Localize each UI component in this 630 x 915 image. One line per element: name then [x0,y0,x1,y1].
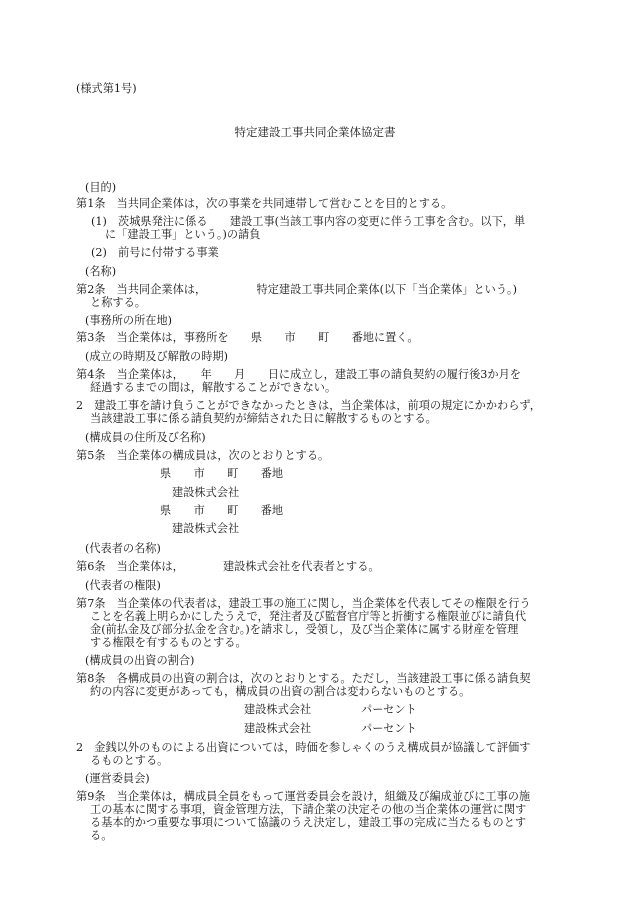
article-4-line-1: 第4条 当企業体は， 年 月 日に成立し，建設工事の請負契約の履行後3か月を [76,368,521,381]
article-4-line-2: 経過するまでの間は，解散することができない。 [90,381,337,394]
article-8-para-2-line-2: るものとする。 [90,754,169,767]
investment-row-1-unit: パーセント [361,703,417,716]
article-8-line-1: 第8条 各構成員の出資の割合は，次のとおりとする。ただし，当該建設工事に係る請負契 [76,672,531,685]
article-7-line-1: 第7条 当企業体の代表者は，建設工事の施工に関し，当企業体を代表してその権限を行う [76,597,531,610]
form-label: (様式第1号) [76,82,137,95]
heading-office: (事務所の所在地) [85,314,173,327]
article-9-line-2: 工の基本に関する事項，資金管理方法，下請企業の決定その他の当企業体の運営に関す [90,803,527,816]
article-9-line-4: る。 [90,829,113,842]
article-2-line-1: 第2条 当共同企業体は， 特定建設工事共同企業体(以下「当企業体」という。) [76,283,517,296]
article-7-line-3: 金(前払金及び部分払金を含む。)を請求し，受領し，及び当企業体に属する財産を管理 [90,623,519,636]
heading-period: (成立の時期及び解散の時期) [85,350,228,363]
article-8-para-2-line-1: 2 金銭以外のものによる出資については，時価を参しゃくのうえ構成員が協議して評価す [76,741,531,754]
article-4-para-2-line-2: 当該建設工事に係る請負契約が締結された日に解散するものとする。 [90,412,437,425]
heading-committee: (運営委員会) [85,772,150,785]
investment-row-2-company: 建設株式会社 [244,722,312,735]
document-title: 特定建設工事共同企業体協定書 [234,125,396,139]
article-6: 第6条 当企業体は， 建設株式会社を代表者とする。 [76,560,380,573]
article-3: 第3条 当企業体は，事務所を 県 市 町 番地に置く。 [76,331,419,344]
investment-row-1-company: 建設株式会社 [244,703,312,716]
article-1: 第1条 当共同企業体は，次の事業を共同連帯して営むことを目的とする。 [76,197,453,210]
article-7-line-4: する権限を有するものとする。 [90,636,247,649]
article-4-para-2-line-1: 2 建設工事を請け負うことができなかったときは，当企業体は，前項の規定にかかわらず， [76,399,541,412]
investment-row-2-unit: パーセント [361,722,417,735]
heading-representative: (代表者の名称) [85,542,161,555]
article-7-line-2: ことを名義上明らかにしたうえで，発注者及び監督官庁等と折衝する権限並びに請負代 [90,610,527,623]
heading-name: (名称) [85,265,117,278]
article-2-line-2: と称する。 [90,296,146,309]
member-1-address: 県 市 町 番地 [160,467,284,480]
article-9-line-1: 第9条 当企業体は，構成員全員をもって運営委員会を設け，組織及び編成並びに工事の施 [76,790,531,803]
heading-purpose: (目的) [85,181,117,194]
member-1-company: 建設株式会社 [172,486,240,499]
article-1-item-1-line-1: (1) 茨城県発注に係る 建設工事(当該工事内容の変更に伴う工事を含む。以下，単 [91,215,526,228]
member-2-address: 県 市 町 番地 [160,504,284,517]
article-5: 第5条 当企業体の構成員は，次のとおりとする。 [76,449,330,462]
heading-authority: (代表者の権限) [85,579,161,592]
heading-members: (構成員の住所及び名称) [85,431,206,444]
article-1-item-1-line-2: に「建設工事」という。)の請負 [105,228,261,241]
heading-investment: (構成員の出資の割合) [85,654,195,667]
article-1-item-2: (2) 前号に付帯する事業 [91,246,219,259]
article-8-line-2: 約の内容に変更があっても，構成員の出資の割合は変わらないものとする。 [90,685,471,698]
article-9-line-3: る基本的かつ重要な事項について協議のうえ決定し，建設工事の完成に当たるものとす [90,816,527,829]
member-2-company: 建設株式会社 [172,522,240,535]
